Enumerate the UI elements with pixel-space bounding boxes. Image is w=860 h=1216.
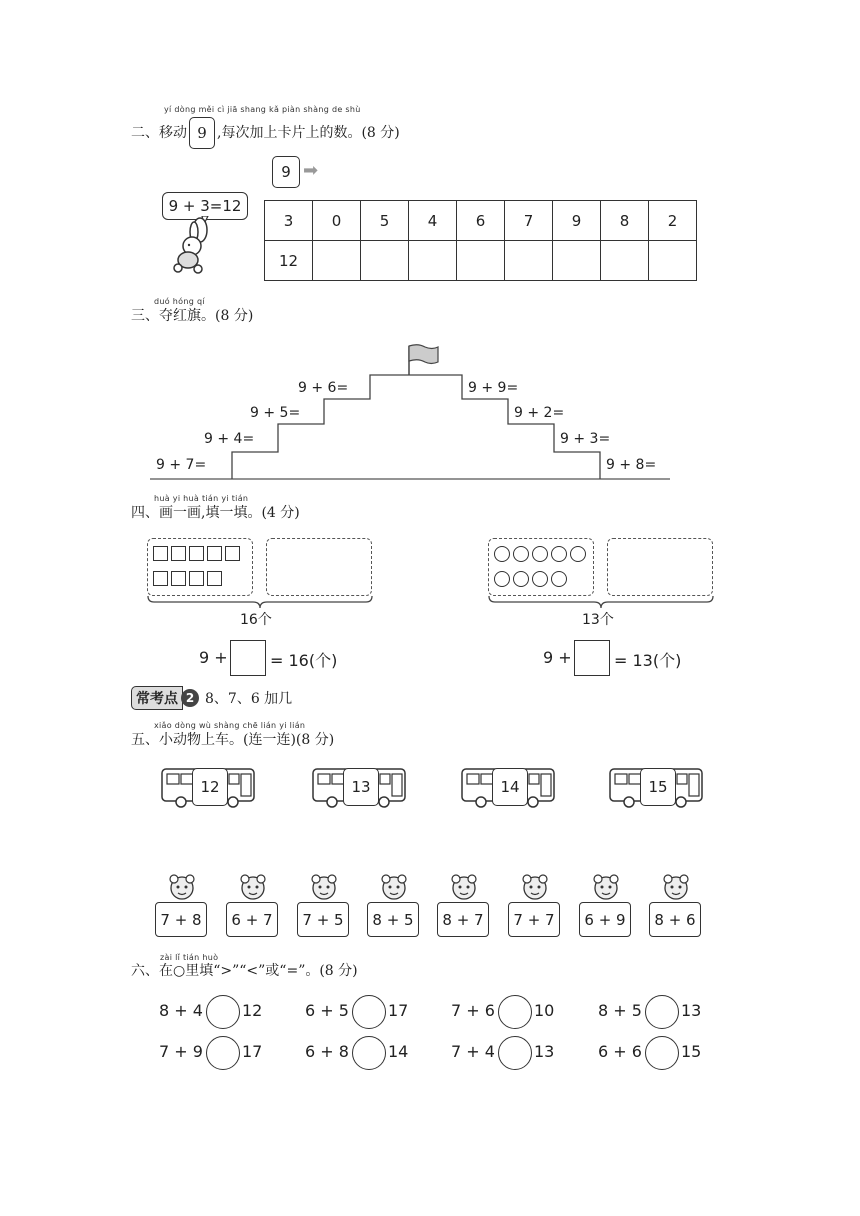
section2-number-box: 9	[189, 117, 215, 149]
square-shape	[207, 546, 222, 561]
compare-value: 17	[388, 1001, 409, 1020]
compare-circle-input[interactable]	[206, 1036, 240, 1070]
compare-value: 17	[242, 1042, 263, 1061]
answer-cell[interactable]	[361, 241, 409, 281]
compare-circle-input[interactable]	[645, 995, 679, 1029]
circle-shape	[551, 571, 567, 587]
circles-row-1	[494, 546, 589, 566]
step-right-4: 9 + 8=	[606, 457, 657, 473]
animal-shape	[238, 874, 268, 902]
right-answer-box[interactable]	[574, 640, 610, 676]
compare-circle-input[interactable]	[498, 995, 532, 1029]
bus-number: 14	[492, 768, 528, 806]
right-arrow-icon: ➡	[303, 160, 319, 181]
compare-expression: 6 + 8	[305, 1042, 349, 1061]
compare-expression: 8 + 5	[598, 1001, 642, 1020]
right-eq-suffix: = 13(个)	[614, 651, 682, 670]
table-cell: 4	[409, 201, 457, 241]
section2-pinyin: yí dòng měi cì jiā shang kǎ piàn shàng de shù	[164, 105, 361, 114]
table-cell: 3	[265, 201, 313, 241]
move-table-row-top	[265, 201, 697, 241]
expression-card[interactable]: 7 + 8	[155, 902, 207, 937]
circle-shape	[551, 546, 567, 562]
step-left-4: 9 + 6=	[298, 380, 349, 396]
point-title: 8、7、6 加几	[205, 691, 293, 707]
answer-cell[interactable]	[505, 241, 553, 281]
circle-shape	[532, 546, 548, 562]
table-cell: 5	[361, 201, 409, 241]
answer-cell[interactable]	[601, 241, 649, 281]
rabbit-icon	[168, 216, 218, 274]
expression-card[interactable]: 7 + 5	[297, 902, 349, 937]
answer-cell[interactable]	[409, 241, 457, 281]
square-shape	[171, 546, 186, 561]
point-badge: 常考点	[131, 686, 183, 710]
circles-row-2	[494, 571, 570, 591]
circle-shape	[570, 546, 586, 562]
compare-value: 12	[242, 1001, 263, 1020]
answer-cell[interactable]	[649, 241, 697, 281]
circle-shape	[532, 571, 548, 587]
compare-circle-input[interactable]	[352, 995, 386, 1029]
animal-shape	[661, 874, 691, 902]
square-shape	[207, 571, 222, 586]
step-right-3: 9 + 3=	[560, 431, 611, 447]
compare-expression: 8 + 4	[159, 1001, 203, 1020]
left-brace	[147, 595, 373, 609]
compare-value: 10	[534, 1001, 555, 1020]
circle-shape	[513, 571, 529, 587]
table-cell: 6	[457, 201, 505, 241]
square-shape	[153, 546, 168, 561]
section3-heading: 三、夺红旗。(8 分)	[131, 308, 254, 324]
compare-value: 13	[534, 1042, 555, 1061]
circle-shape	[494, 546, 510, 562]
square-shape	[189, 571, 204, 586]
square-shape	[153, 571, 168, 586]
step-left-3: 9 + 5=	[250, 405, 301, 421]
left-total: 16个	[240, 612, 272, 628]
answer-cell[interactable]	[313, 241, 361, 281]
answer-cell[interactable]	[553, 241, 601, 281]
draw-box-left[interactable]	[266, 538, 372, 596]
section2-prefix: 二、移动	[131, 125, 187, 141]
point-banner	[131, 686, 292, 710]
expression-card[interactable]: 7 + 7	[508, 902, 560, 937]
move-table	[264, 200, 697, 281]
expression-card[interactable]: 8 + 5	[367, 902, 419, 937]
compare-expression: 6 + 5	[305, 1001, 349, 1020]
right-brace	[488, 595, 714, 609]
move-table-row-bottom	[265, 241, 697, 281]
left-eq-prefix: 9 +	[199, 648, 228, 667]
animal-shape	[591, 874, 621, 902]
expression-card[interactable]: 6 + 9	[579, 902, 631, 937]
squares-box	[147, 538, 253, 596]
bus-number: 12	[192, 768, 228, 806]
bus-icon[interactable]	[461, 766, 557, 810]
table-cell: 0	[313, 201, 361, 241]
compare-value: 13	[681, 1001, 702, 1020]
left-answer-box[interactable]	[230, 640, 266, 676]
square-shape	[171, 571, 186, 586]
compare-expression: 6 + 6	[598, 1042, 642, 1061]
section5-heading: 五、小动物上车。(连一连)(8 分)	[131, 732, 335, 748]
point-number: 2	[181, 689, 199, 707]
compare-circle-input[interactable]	[352, 1036, 386, 1070]
step-right-2: 9 + 2=	[514, 405, 565, 421]
animal-shape	[167, 874, 197, 902]
circle-shape	[494, 571, 510, 587]
section3-pinyin: duó hóng qí	[154, 297, 205, 306]
table-cell: 8	[601, 201, 649, 241]
table-cell: 12	[265, 241, 313, 281]
compare-value: 14	[388, 1042, 409, 1061]
bus-icon[interactable]	[161, 766, 257, 810]
answer-cell[interactable]	[457, 241, 505, 281]
step-right-1: 9 + 9=	[468, 380, 519, 396]
draw-box-right[interactable]	[607, 538, 713, 596]
moving-card: 9	[272, 156, 300, 188]
compare-circle-input[interactable]	[498, 1036, 532, 1070]
expression-card[interactable]: 8 + 6	[649, 902, 701, 937]
compare-circle-input[interactable]	[206, 995, 240, 1029]
expression-card[interactable]: 8 + 7	[437, 902, 489, 937]
flag-icon	[409, 345, 438, 364]
animal-shape	[379, 874, 409, 902]
right-total: 13个	[582, 612, 614, 628]
animal-shape	[449, 874, 479, 902]
step-left-1: 9 + 7=	[156, 457, 207, 473]
circles-box	[488, 538, 594, 596]
section6-heading: 六、在○里填“>”“<”或“=”。(8 分)	[131, 963, 358, 979]
animal-shape	[309, 874, 339, 902]
expression-card[interactable]: 6 + 7	[226, 902, 278, 937]
section2-heading	[131, 117, 400, 149]
section2-suffix: ,每次加上卡片上的数。(8 分)	[217, 125, 400, 141]
squares-row-1	[153, 546, 243, 565]
compare-expression: 7 + 4	[451, 1042, 495, 1061]
bus-number: 15	[640, 768, 676, 806]
section4-pinyin: huà yi huà tián yi tián	[154, 494, 249, 503]
speech-bubble: 9 + 3=12	[162, 192, 248, 220]
table-cell: 9	[553, 201, 601, 241]
compare-expression: 7 + 6	[451, 1001, 495, 1020]
step-left-2: 9 + 4=	[204, 431, 255, 447]
table-cell: 2	[649, 201, 697, 241]
circle-shape	[513, 546, 529, 562]
section5-pinyin: xiǎo dòng wù shàng chē lián yi lián	[154, 721, 306, 730]
right-eq-prefix: 9 +	[543, 648, 572, 667]
table-cell: 7	[505, 201, 553, 241]
left-eq-suffix: = 16(个)	[270, 651, 338, 670]
section6-pinyin: zài lǐ tián huò	[160, 953, 219, 962]
staircase-diagram	[150, 340, 680, 485]
compare-expression: 7 + 9	[159, 1042, 203, 1061]
square-shape	[225, 546, 240, 561]
section4-heading: 四、画一画,填一填。(4 分)	[131, 505, 300, 521]
compare-circle-input[interactable]	[645, 1036, 679, 1070]
bus-icon[interactable]	[312, 766, 408, 810]
square-shape	[189, 546, 204, 561]
squares-row-2	[153, 571, 225, 590]
bus-icon[interactable]	[609, 766, 705, 810]
animal-shape	[520, 874, 550, 902]
bus-number: 13	[343, 768, 379, 806]
compare-value: 15	[681, 1042, 702, 1061]
